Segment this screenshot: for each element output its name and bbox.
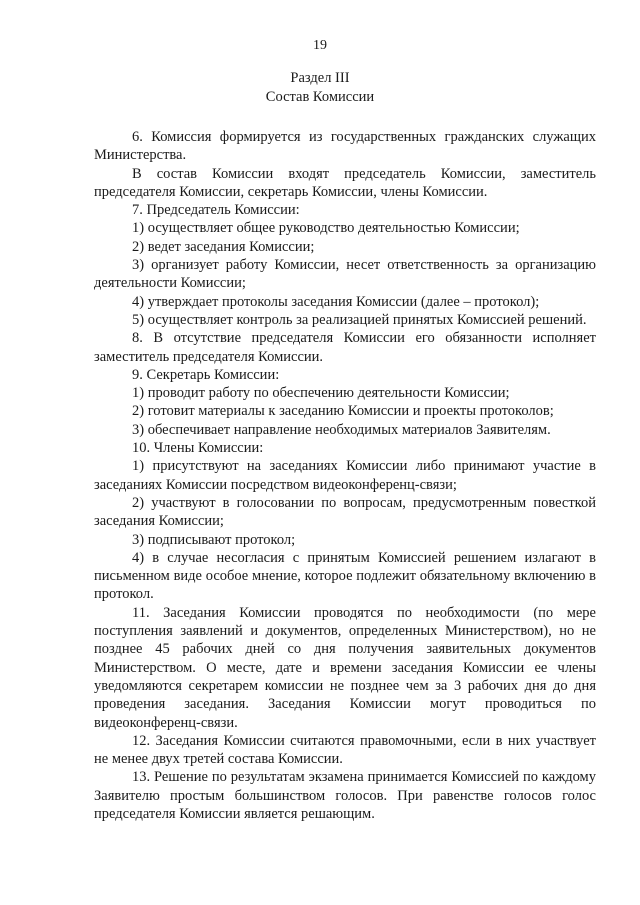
paragraph-9: 9. Секретарь Комиссии: bbox=[132, 366, 280, 383]
list-item: 2) готовит материалы к заседанию Комиссии и проекты протоколов; bbox=[132, 403, 554, 420]
paragraph-11: 11. Заседания Комиссии проводятся по необходимости (по мере поступления заявлений и документов, определенных Министерством), но не позднее 45 рабочих дней со дня получения заявительных документов Министерством. О месте, дате и времени заседания Комиссии ее члены уведомляются секретарем комиссии не позднее чем за 3 рабочих дня до дня проведения заседания. Заседания Комиссии могут проводиться по видеоконференц-связи. bbox=[94, 604, 596, 731]
paragraph-6: 6. Комиссия формируется из государственных гражданских служащих Министерства. bbox=[94, 129, 596, 164]
list-item: 3) обеспечивает направление необходимых материалов Заявителям. bbox=[132, 421, 551, 438]
paragraph-10: 10. Члены Комиссии: bbox=[132, 440, 264, 457]
list-item: 2) ведет заседания Комиссии; bbox=[132, 238, 315, 255]
section-number: Раздел III bbox=[290, 70, 350, 86]
paragraph-7: 7. Председатель Комиссии: bbox=[132, 202, 300, 219]
list-item: 5) осуществляет контроль за реализацией принятых Комиссией решений. bbox=[132, 311, 587, 328]
section-title: Состав Комиссии bbox=[265, 89, 375, 105]
paragraph-8: 8. В отсутствие председателя Комиссии его обязанности исполняет заместитель председателя Комиссии. bbox=[94, 330, 596, 365]
list-item: 4) утверждает протоколы заседания Комиссии (далее – протокол); bbox=[132, 293, 540, 310]
list-item: 3) подписывают протокол; bbox=[132, 531, 296, 548]
paragraph-commission-composition: В состав Комиссии входят председатель Комиссии, заместитель председателя Комиссии, секретарь Комиссии, члены Комиссии. bbox=[94, 165, 596, 200]
list-item: 1) присутствуют на заседаниях Комиссии либо принимают участие в заседаниях Комиссии посредством видеоконференц-связи; bbox=[94, 458, 596, 493]
page-number: 19 bbox=[313, 38, 327, 53]
list-item: 1) осуществляет общее руководство деятельностью Комиссии; bbox=[132, 220, 520, 237]
list-item: 1) проводит работу по обеспечению деятельности Комиссии; bbox=[132, 385, 510, 402]
document-body bbox=[94, 128, 596, 823]
paragraph-13: 13. Решение по результатам экзамена принимается Комиссией по каждому Заявителю простым большинством голосов. При равенстве голосов голос председателя Комиссии является решающим. bbox=[94, 769, 596, 822]
list-item: 4) в случае несогласия с принятым Комиссией решением излагают в письменном виде особое мнение, которое подлежит обязательному включению в протокол. bbox=[94, 549, 596, 603]
paragraph-12: 12. Заседания Комиссии считаются правомочными, если в них участвует не менее двух третей состава Комиссии. bbox=[94, 732, 596, 768]
list-item: 2) участвуют в голосовании по вопросам, предусмотренным повесткой заседания Комиссии; bbox=[94, 494, 596, 530]
list-item: 3) организует работу Комиссии, несет ответственность за организацию деятельности Комиссии; bbox=[94, 257, 596, 292]
